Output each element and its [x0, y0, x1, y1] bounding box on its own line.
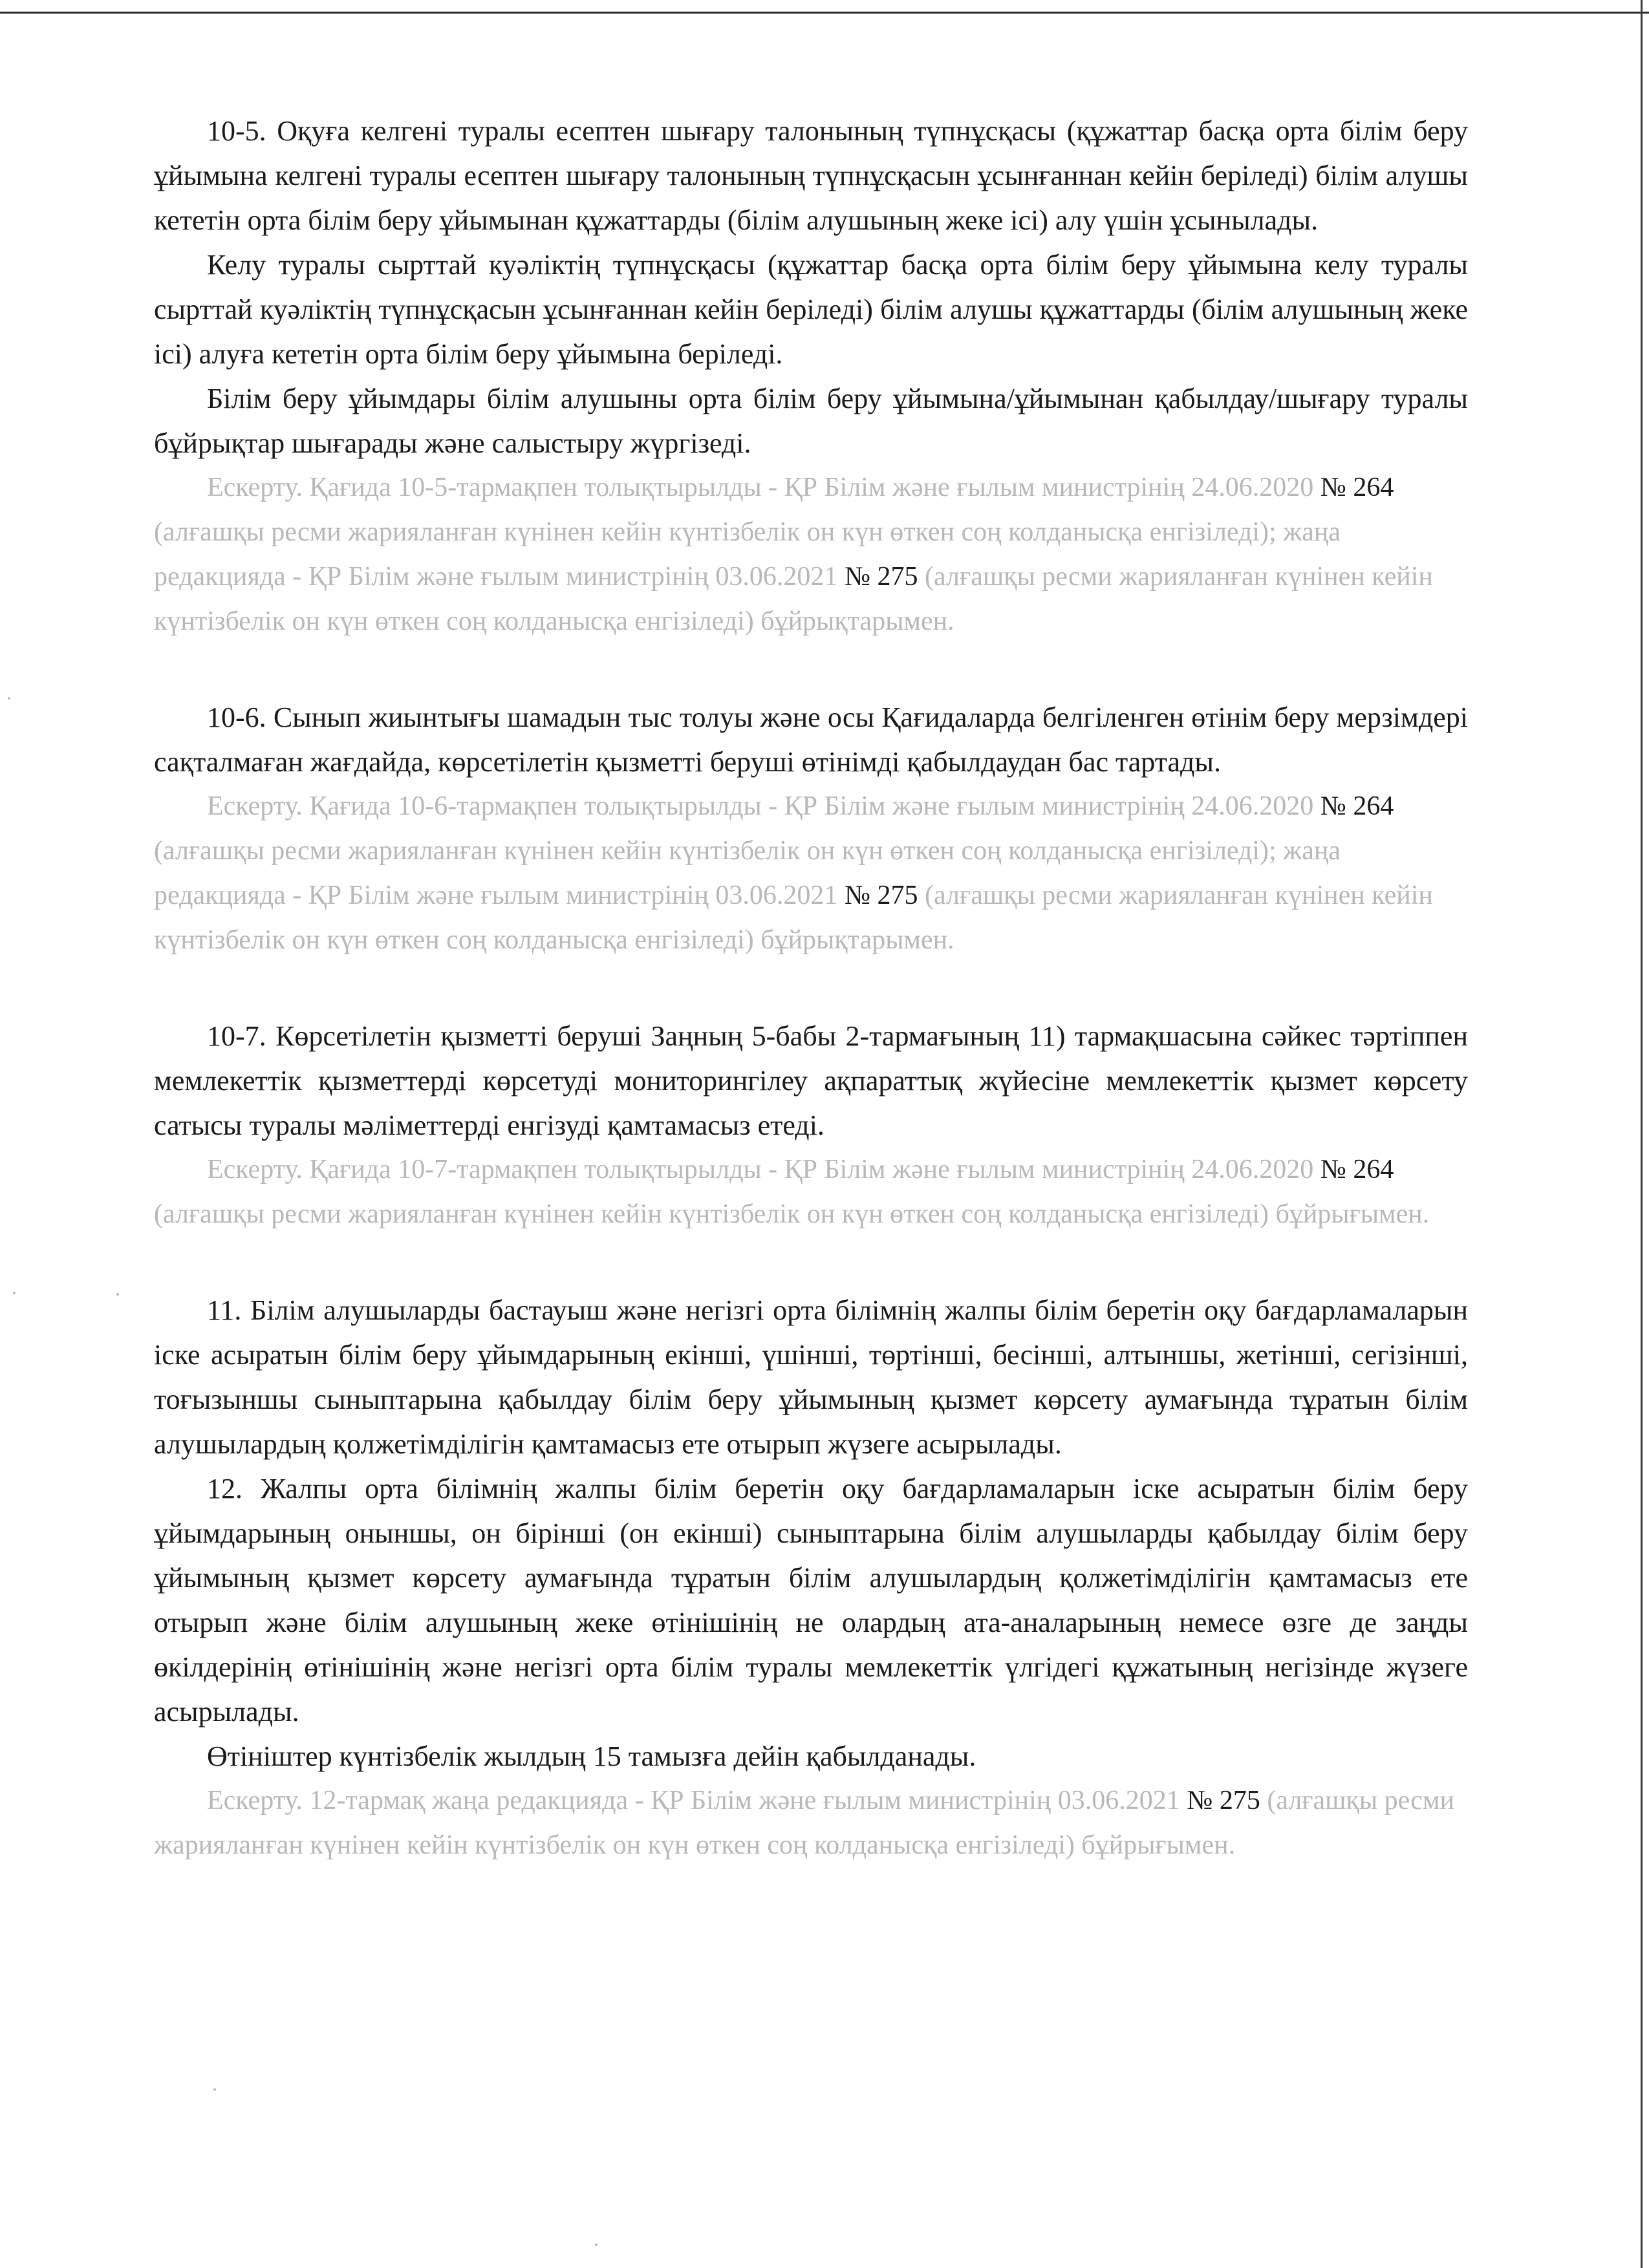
paragraph: Келу туралы сырттай куәліктің түпнұсқасы (құжаттар басқа орта білім беру ұйымына келу туралы сырттай куәліктің түпнұсқасын ұсынғаннан кейін беріледі) білім алушы құжаттарды (білім алушының жеке ісі) алуға кететін орта білім беру ұйымына беріледі. [154, 249, 1468, 370]
note-text: Ескерту. Қағида 10-5-тармақпен толықтырылды - ҚР Білім және ғылым министрінің 24.06.2020 [207, 473, 1320, 502]
scan-edge-top [0, 12, 1649, 14]
note-text: (алғашқы ресми жарияланған күнінен кейін күнтізбелік он күн өткен соң колданысқа енгізіледі) бұйрығымен. [154, 1199, 1430, 1229]
scan-speck [8, 697, 10, 700]
note-text: (алғашқы ресми жарияланған күнінен кейін күнтізбелік он күн өткен соң колданысқа енгізіледі) бұйрығымен. [154, 1786, 1455, 1860]
amendment-note [154, 465, 1468, 644]
section-spacer [154, 1237, 1468, 1288]
section-10-7 [154, 1014, 1468, 1237]
scan-speck [116, 1293, 119, 1296]
scan-speck [213, 2088, 216, 2091]
order-reference-link[interactable]: № 275 [844, 881, 918, 910]
section-11-12 [154, 1288, 1468, 1868]
note-text: (алғашқы ресми жарияланған күнінен кейін күнтізбелік он күн өткен соң колданысқа енгізіледі) бұйрықтарымен. [154, 562, 1433, 636]
paragraph: Білім беру ұйымдары білім алушыны орта білім беру ұйымына/ұйымынан қабылдау/шығару туралы бұйрықтар шығарады және салыстыру жүргізеді. [154, 383, 1468, 459]
section-10-5 [154, 109, 1468, 644]
section-spacer [154, 644, 1468, 695]
section-10-6 [154, 695, 1468, 963]
order-reference-link[interactable]: № 264 [1320, 1155, 1394, 1184]
scan-speck [13, 1292, 16, 1294]
paragraph: 10-5. Оқуға келгені туралы есептен шығару талонының түпнұсқасы (құжаттар басқа орта білім беру ұйымына келгені туралы есептен шығару талонының түпнұсқасын ұсынғаннан кейін беріледі) білім алушы кететін орта білім беру ұйымынан құжаттарды (білім алушының жеке ісі) алу үшін ұсынылады. [154, 115, 1468, 236]
paragraph: 10-7. Көрсетілетін қызметті беруші Заңның 5-бабы 2-тармағының 11) тармақшасына сәйкес тәртіппен мемлекеттік қызметтерді көрсетуді мониторингілеу ақпараттық жүйесіне мемлекеттік қызмет көрсету сатысы туралы мәліметтерді енгізуді қамтамасыз етеді. [154, 1020, 1468, 1141]
order-reference-link[interactable]: № 275 [844, 562, 918, 592]
note-text: Ескерту. Қағида 10-6-тармақпен толықтырылды - ҚР Білім және ғылым министрінің 24.06.2020 [207, 791, 1320, 821]
paragraph: 12. Жалпы орта білімнің жалпы білім беретін оқу бағдарламаларын іске асыратын білім беру ұйымдарының оныншы, он бірінші (он екінші) сыныптарына білім алушыларды қабылдау білім беру ұйымының қызмет көрсету аумағында тұратын білім алушылардың қолжетімділігін қамтамасыз ете отырып және білім алушының жеке өтінішінің не олардың ата-аналарының немесе өзге де заңды өкілдерінің өтінішінің және негізгі орта білім туралы мемлекеттік үлгідегі құжатының негізінде жүзеге асырылады. [154, 1473, 1468, 1728]
note-text: (алғашқы ресми жарияланған күнінен кейін күнтізбелік он күн өткен соң колданысқа енгізіледі); жаңа редакцияда - ҚР Білім және ғылым министрінің 03.06.2021 [154, 836, 1341, 910]
paragraph: 10-6. Сынып жиынтығы шамадын тыс толуы және осы Қағидаларда белгіленген өтінім беру мерзімдері сақталмаған жағдайда, көрсетілетін қызметті беруші өтінімді қабылдаудан бас тартады. [154, 701, 1468, 778]
order-reference-link[interactable]: № 264 [1320, 473, 1394, 502]
note-text: (алғашқы ресми жарияланған күнінен кейін күнтізбелік он күн өткен соң колданысқа енгізіледі) бұйрықтарымен. [154, 881, 1433, 955]
note-text: (алғашқы ресми жарияланған күнінен кейін күнтізбелік он күн өткен соң колданысқа енгізіледі); жаңа редакцияда - ҚР Білім және ғылым министрінің 03.06.2021 [154, 517, 1341, 592]
order-reference-link[interactable]: № 275 [1187, 1786, 1260, 1815]
note-text: Ескерту. Қағида 10-7-тармақпен толықтырылды - ҚР Білім және ғылым министрінің 24.06.2020 [207, 1155, 1320, 1184]
section-spacer [154, 963, 1468, 1014]
paragraph: 11. Білім алушыларды бастауыш және негізгі орта білімнің жалпы білім беретін оқу бағдарламаларын іске асыратын білім беру ұйымдарының екінші, үшінші, төртінші, бесінші, алтыншы, жетінші, сегізінші, тоғызыншы сыныптарына қабылдау білім беру ұйымының қызмет көрсету аумағында тұратын білім алушылардың қолжетімділігін қамтамасыз ете отырып жүзеге асырылады. [154, 1294, 1468, 1460]
note-text: Ескерту. 12-тармақ жаңа редакцияда - ҚР Білім және ғылым министрінің 03.06.2021 [207, 1786, 1187, 1815]
paragraph: Өтініштер күнтізбелік жылдың 15 тамызға дейін қабылданады. [207, 1740, 976, 1772]
amendment-note [154, 784, 1468, 963]
order-reference-link[interactable]: № 264 [1320, 791, 1394, 821]
scan-speck [595, 2243, 598, 2246]
document-page [154, 109, 1468, 1868]
amendment-note [154, 1148, 1468, 1237]
scan-edge-right [1641, 0, 1643, 2268]
amendment-note [154, 1779, 1468, 1868]
